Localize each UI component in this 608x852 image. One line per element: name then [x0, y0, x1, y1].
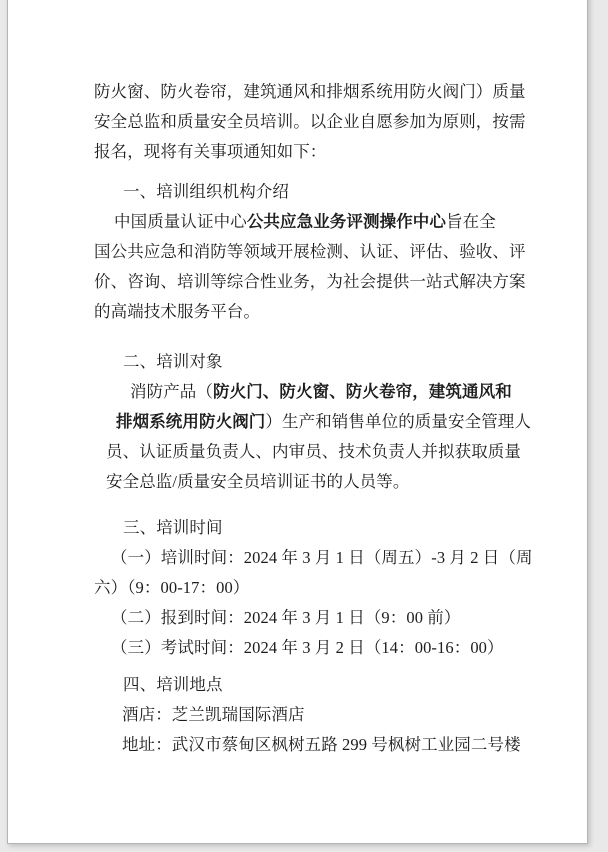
heading-section-1 [94, 177, 530, 207]
text-run: 酒店：芝兰凯瑞国际酒店 [122, 705, 305, 724]
text-run: 一、培训组织机构介绍 [123, 182, 289, 201]
document-page[interactable] [7, 0, 588, 844]
para-org-line [94, 297, 530, 327]
para-intro-line [94, 77, 530, 107]
text-run: 地址：武汉市蔡甸区枫树五路 299 号枫树工业园二号楼 [122, 735, 521, 754]
document-body [94, 77, 533, 760]
para-location-line [94, 730, 530, 760]
text-run: 的高端技术服务平台。 [94, 302, 260, 321]
text-run: 四、培训地点 [123, 675, 223, 694]
text-run: 消防产品（ [130, 382, 213, 401]
para-audience-line [94, 467, 530, 497]
para-time-line [94, 633, 530, 663]
para-location-line [94, 700, 530, 730]
text-run: 防火窗、防火卷帘，建筑通风和排烟系统用防火阀门）质量 [94, 82, 526, 101]
text-run: （一）培训时间：2024 年 3 月 1 日（周五）-3 月 2 日（周 [111, 548, 533, 567]
para-intro-line [94, 107, 530, 137]
heading-section-4 [94, 670, 530, 700]
text-run: 二、培训对象 [123, 352, 223, 371]
text-run: 价、咨询、培训等综合性业务，为社会提供一站式解决方案 [94, 272, 526, 291]
text-run: 六）（9：00-17：00） [94, 578, 250, 597]
bold-text-run: 排烟系统用防火阀门 [116, 412, 266, 431]
text-run: 三、培训时间 [123, 518, 223, 537]
text-run: 员、认证质量负责人、内审员、技术负责人并拟获取质量 [106, 442, 521, 461]
para-org-line [94, 207, 530, 237]
text-run: （三）考试时间：2024 年 3 月 2 日（14：00-16：00） [111, 638, 504, 657]
para-org-line [94, 237, 530, 267]
heading-section-3 [94, 513, 530, 543]
text-run: 国公共应急和消防等领域开展检测、认证、评估、验收、评 [94, 242, 526, 261]
para-audience-line [94, 377, 530, 407]
para-audience-line [94, 407, 530, 437]
bold-text-run: 防火门、防火窗、防火卷帘，建筑通风和 [213, 382, 512, 401]
bold-text-run: 公共应急业务评测操作中心 [246, 212, 447, 231]
heading-section-2 [94, 347, 530, 377]
text-run: ）生产和销售单位的质量安全管理人 [265, 412, 532, 431]
text-run: （二）报到时间：2024 年 3 月 1 日（9：00 前） [111, 608, 461, 627]
para-time-line [94, 573, 530, 603]
para-org-line [94, 267, 530, 297]
text-run: 安全总监和质量安全员培训。以企业自愿参加为原则，按需 [94, 112, 526, 131]
text-run: 中国质量认证中心 [114, 212, 247, 231]
para-time-line [94, 603, 530, 633]
text-run: 安全总监/质量安全员培训证书的人员等。 [106, 472, 410, 491]
text-run: 报名，现将有关事项通知如下： [94, 142, 327, 161]
para-time-line [94, 543, 533, 573]
para-audience-line [94, 437, 530, 467]
para-intro-line [94, 137, 530, 167]
text-run: 旨在全 [446, 212, 496, 231]
